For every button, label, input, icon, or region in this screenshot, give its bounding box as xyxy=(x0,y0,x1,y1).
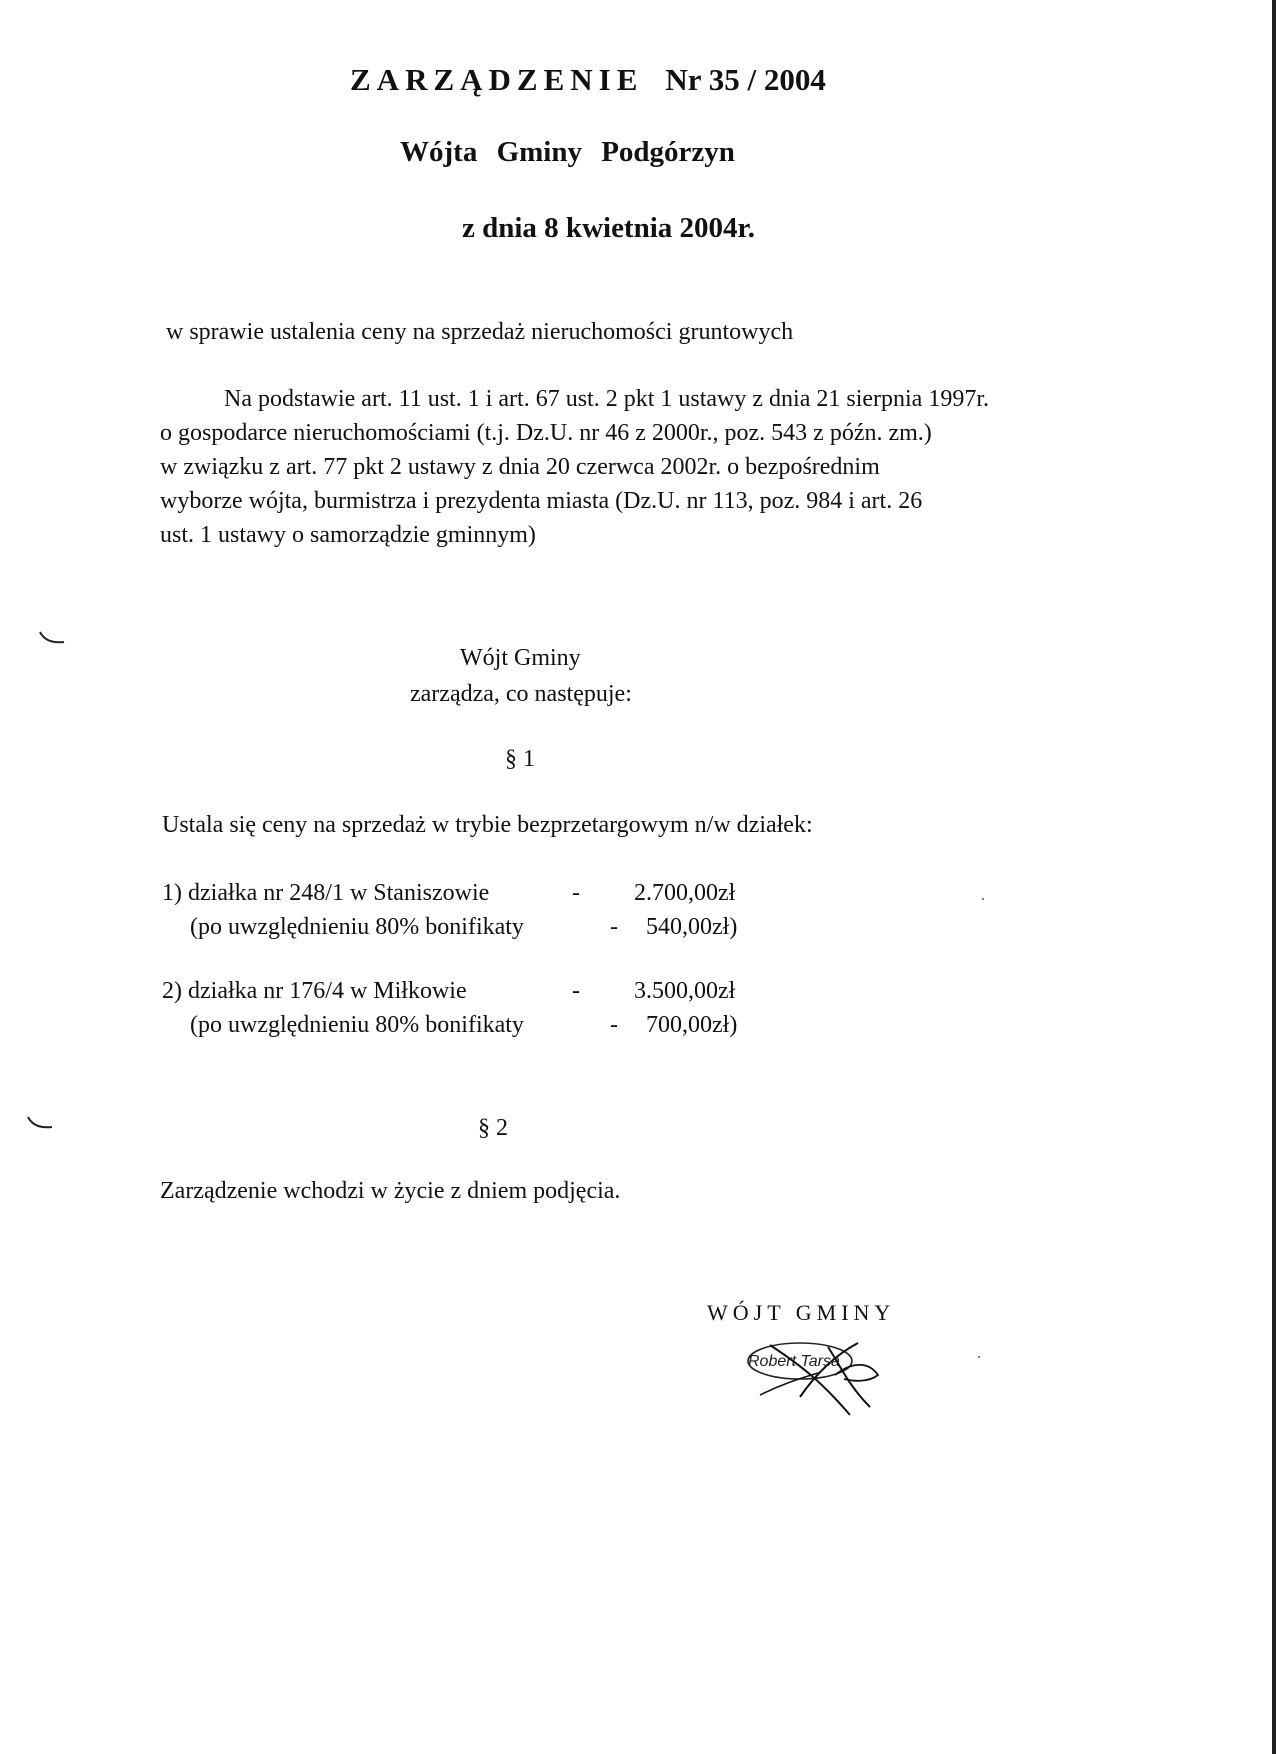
parcel-price: 3.500,00zł xyxy=(634,978,736,1004)
decree-issuer: Wójt Gminy xyxy=(460,645,581,671)
section-2-text: Zarządzenie wchodzi w życie z dniem podjęcia. xyxy=(160,1178,621,1204)
scan-speck xyxy=(978,1356,980,1358)
legal-basis-line: o gospodarce nieruchomościami (t.j. Dz.U. nr 46 z 2000r., poz. 543 z późn. zm.) xyxy=(160,420,932,446)
legal-basis-line: ust. 1 ustawy o samorządzie gminnym) xyxy=(160,522,536,548)
signatory-title: WÓJT GMINY xyxy=(707,1300,896,1325)
document-issuer: Wójta Gminy Podgórzyn xyxy=(400,136,735,168)
discount-note: (po uwzględnieniu 80% bonifikaty xyxy=(190,914,524,940)
signature-name: Robert Tarsa xyxy=(748,1353,840,1370)
parcel-name: 2) działka nr 176/4 w Miłkowie xyxy=(162,978,467,1004)
discounted-price: 540,00zł) xyxy=(646,914,738,940)
document-date: z dnia 8 kwietnia 2004r. xyxy=(462,212,755,244)
handwritten-signature xyxy=(740,1335,900,1425)
punch-mark-top xyxy=(38,630,68,650)
section-1-mark: § 1 xyxy=(505,746,535,772)
document-subject: w sprawie ustalenia ceny na sprzedaż nieruchomości gruntowych xyxy=(166,319,794,345)
title-word: ZARZĄDZENIE xyxy=(350,62,644,97)
discount-dash: - xyxy=(610,1012,618,1038)
legal-basis-line: wyborze wójta, burmistrza i prezydenta miasta (Dz.U. nr 113, poz. 984 i art. 26 xyxy=(160,488,923,514)
scan-speck xyxy=(982,898,984,900)
legal-basis-line: Na podstawie art. 11 ust. 1 i art. 67 ust. 2 pkt 1 ustawy z dnia 21 sierpnia 1997r. xyxy=(224,386,989,412)
section-2-mark: § 2 xyxy=(478,1115,508,1141)
legal-basis-line: w związku z art. 77 pkt 2 ustawy z dnia 20 czerwca 2002r. o bezpośrednim xyxy=(160,454,880,480)
legal-basis xyxy=(160,382,989,552)
parcel-name: 1) działka nr 248/1 w Staniszowie xyxy=(162,880,490,906)
document-title xyxy=(350,62,826,98)
discounted-price: 700,00zł) xyxy=(646,1012,738,1038)
section-1-intro: Ustala się ceny na sprzedaż w trybie bezprzetargowym n/w działek: xyxy=(162,812,813,838)
discount-dash: - xyxy=(610,914,618,940)
parcel-price: 2.700,00zł xyxy=(634,880,736,906)
punch-mark-bottom xyxy=(26,1115,56,1135)
discount-note: (po uwzględnieniu 80% bonifikaty xyxy=(190,1012,524,1038)
title-number: Nr 35 / 2004 xyxy=(665,62,826,97)
price-dash: - xyxy=(572,978,580,1004)
page-right-edge xyxy=(1272,0,1276,1754)
price-dash: - xyxy=(572,880,580,906)
decree-verb: zarządza, co następuje: xyxy=(410,681,632,707)
